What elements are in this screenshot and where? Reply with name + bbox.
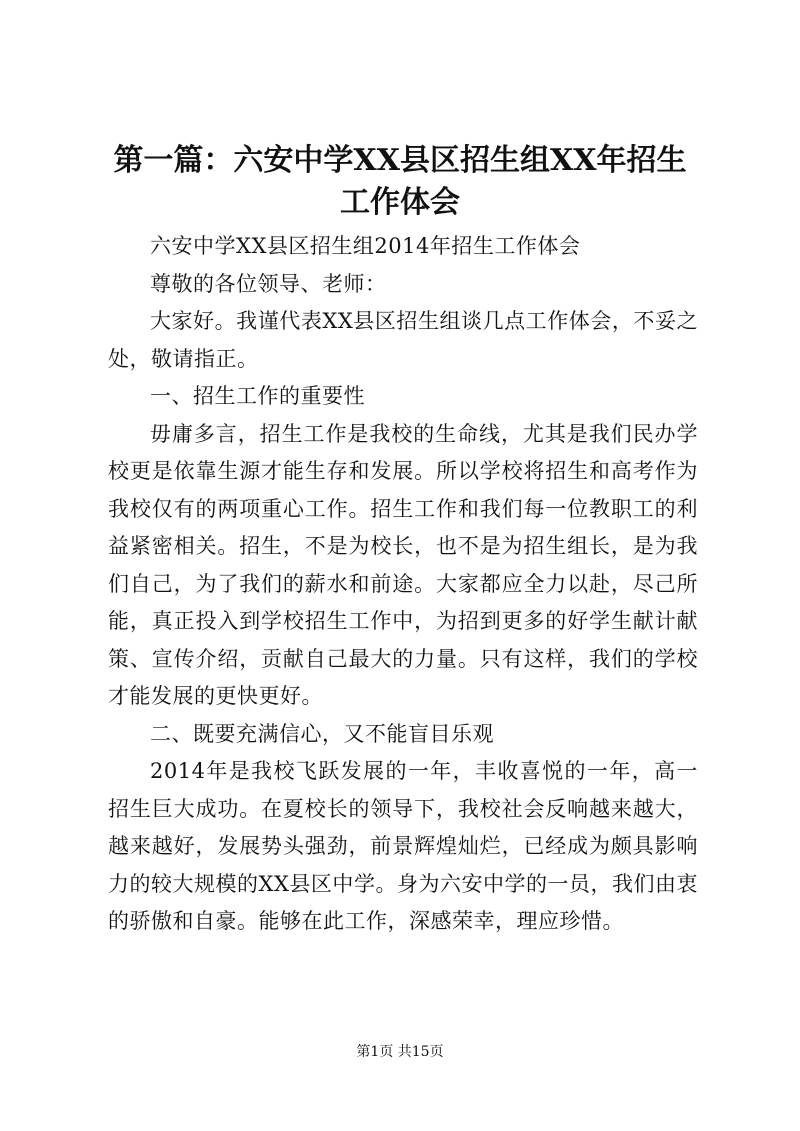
section-heading-importance: 一、招生工作的重要性 [150,384,365,408]
paragraph-importance: 毋庸多言，招生工作是我校的生命线，尤其是我们民办学校更是依靠生源才能生存和发展。所以学校将招生和高考作为我校仅有的两项重心工作。招生工作和我们每一位教职工的利益紧密相关。招生，不是为校长，也不是为招生组长，是为我们自己，为了我们的薪水和前途。大家都应全力以赴，尽己所能，真正投入到学校招生工作中，为招到更多的好学生献计献策、宣传介绍，贡献自己最大的力量。只有这样，我们的学校才能发展的更快更好。 [108,421,698,708]
section-heading-confidence: 二、既要充满信心，又不能盲目乐观 [150,721,494,746]
paragraph-confidence: 2014年是我校飞跃发展的一年，丰收喜悦的一年，高一招生巨大成功。在夏校长的领导下，我校社会反响越来越大，越来越好，发展势头强劲，前景辉煌灿烂，已经成为颇具影响力的较大规模的XX县区中学。身为六安中学的一员，我们由衷的骄傲和自豪。能够在此工作，深感荣幸，理应珍惜。 [108,759,698,933]
document-body [108,228,698,941]
page-number-footer: 第1页 共15页 [356,1044,444,1060]
document-title: 第一篇：六安中学XX县区招生组XX年招生工作体会 [113,143,687,220]
paragraph-subtitle: 六安中学XX县区招生组2014年招生工作体会 [150,234,581,258]
paragraph-salutation: 尊敬的各位领导、老师： [150,271,387,296]
paragraph-greeting: 大家好。我谨代表XX县区招生组谈几点工作体会，不妥之处，敬请指正。 [108,309,698,371]
